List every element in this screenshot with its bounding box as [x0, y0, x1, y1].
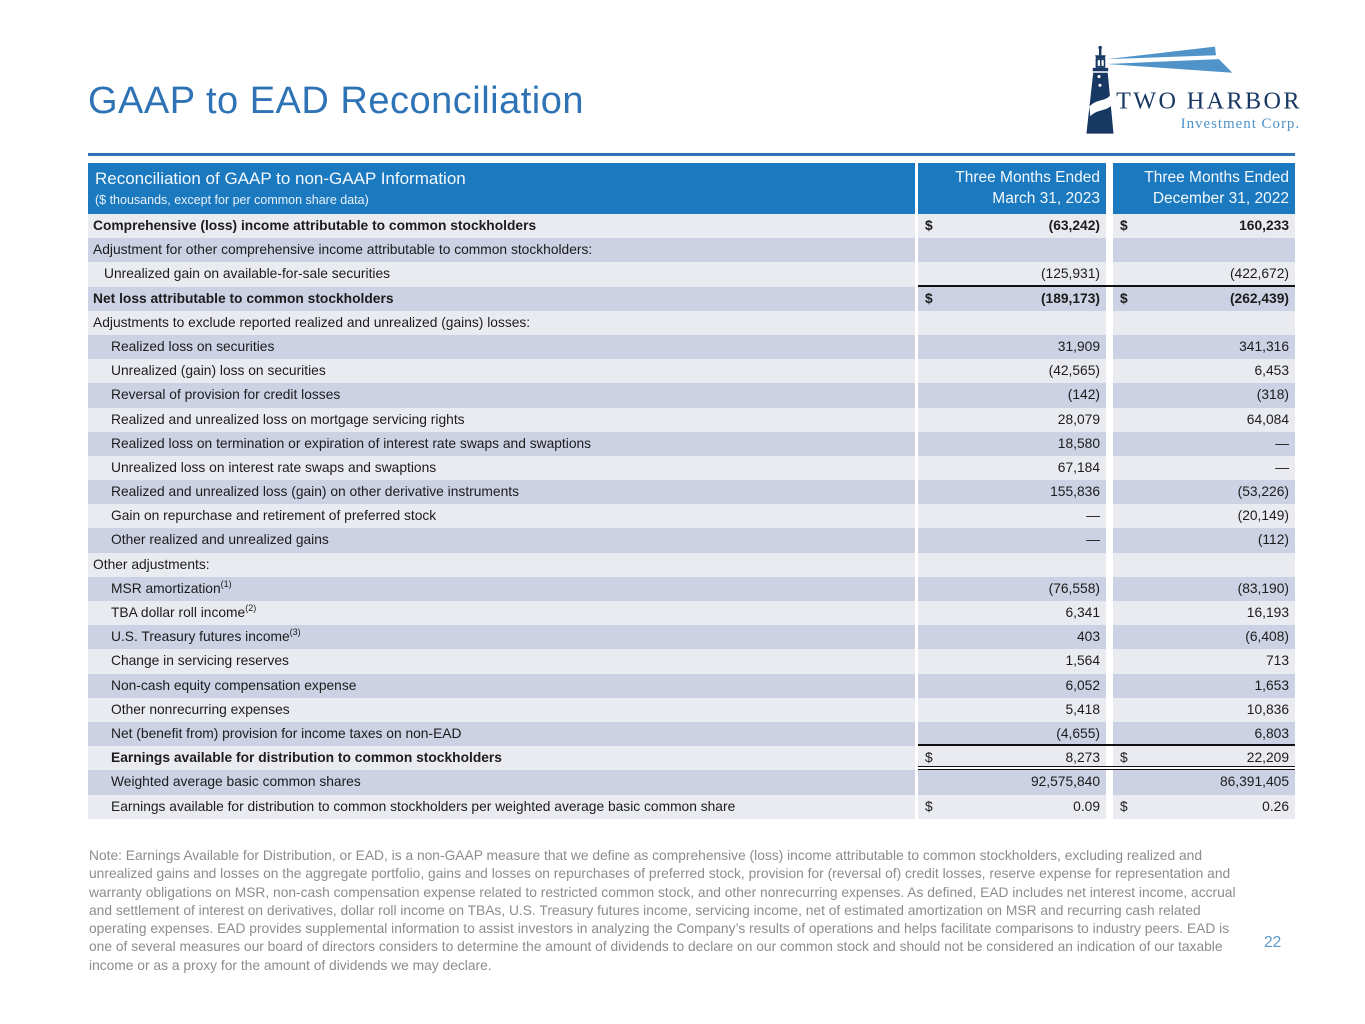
value-2-dollar: [1113, 674, 1120, 698]
column-gap: [1106, 770, 1113, 794]
value-1: (142): [1067, 387, 1100, 403]
value-2: (422,672): [1229, 266, 1289, 282]
value-2: 713: [1265, 653, 1289, 669]
row-values: [918, 287, 1295, 311]
table-row: [88, 601, 1295, 625]
value-cell-q4-2022: [1113, 238, 1295, 262]
value-1-dollar: [918, 504, 925, 528]
value-cell-q1-2023: [918, 287, 1106, 311]
value-cell-q1-2023: [918, 601, 1106, 625]
table-title: Reconciliation of GAAP to non-GAAP Information: [95, 169, 466, 188]
row-values: [918, 553, 1295, 577]
value-2: 86,391,405: [1219, 774, 1289, 790]
value-cell-q1-2023: [918, 528, 1106, 552]
value-cell-q4-2022: [1113, 770, 1295, 794]
value-1: (63,242): [1048, 218, 1100, 233]
column-gap: [1106, 383, 1113, 407]
value-2-dollar: $: [1120, 798, 1128, 814]
table-row: [88, 238, 1295, 262]
value-cell-q4-2022: [1113, 383, 1295, 407]
value-2-dollar: $: [1120, 218, 1128, 233]
row-label: Net loss attributable to common stockholders: [88, 287, 915, 311]
column-header-line: March 31, 2023: [992, 189, 1100, 207]
row-label: Comprehensive (loss) income attributable to common stockholders: [88, 214, 915, 238]
value-cell-q1-2023: [918, 746, 1106, 766]
value-cell-q1-2023: [918, 770, 1106, 794]
row-label: Earnings available for distribution to common stockholders: [88, 746, 915, 770]
row-values: [918, 383, 1295, 407]
light-beam-upper: [1107, 47, 1216, 60]
value-1: (189,173): [1040, 290, 1100, 306]
logo-wordmark: TWO HARBORS: [1116, 87, 1302, 115]
column-header-q4-2022: [1113, 163, 1295, 214]
value-1: 28,079: [1057, 411, 1100, 427]
row-label: Realized loss on securities: [88, 335, 915, 359]
lamp-window: [1098, 60, 1100, 66]
value-1: (4,655): [1056, 725, 1100, 741]
table-row: [88, 359, 1295, 383]
value-1-dollar: [918, 698, 925, 722]
value-cell-q4-2022: [1113, 504, 1295, 528]
value-1: —: [1086, 532, 1100, 548]
value-2: 22,209: [1246, 750, 1289, 766]
value-2-dollar: [1113, 262, 1120, 284]
row-values: [918, 795, 1295, 819]
column-header-line: Three Months Ended: [1144, 169, 1289, 186]
value-2-dollar: [1113, 408, 1120, 432]
light-beam-lower: [1107, 59, 1233, 73]
value-2: (6,408): [1245, 629, 1289, 645]
value-1-dollar: [918, 577, 925, 601]
value-cell-q1-2023: [918, 674, 1106, 698]
reconciliation-table: [88, 163, 1295, 819]
value-2: 6,453: [1254, 363, 1289, 379]
value-cell-q4-2022: [1113, 359, 1295, 383]
column-gap: [1106, 238, 1113, 262]
table-body: [88, 214, 1295, 819]
value-cell-q1-2023: [918, 311, 1106, 335]
value-1-dollar: [918, 383, 925, 407]
value-1-dollar: $: [925, 290, 933, 306]
value-cell-q1-2023: [918, 795, 1106, 819]
value-1: (42,565): [1048, 363, 1100, 379]
row-values: [918, 601, 1295, 625]
value-cell-q4-2022: [1113, 287, 1295, 311]
row-values: [918, 456, 1295, 480]
row-values: [918, 432, 1295, 456]
value-1-dollar: [918, 601, 925, 625]
value-1-dollar: [918, 674, 925, 698]
value-1: 67,184: [1057, 459, 1100, 475]
value-2: 16,193: [1246, 605, 1289, 620]
table-row: [88, 432, 1295, 456]
value-cell-q1-2023: [918, 553, 1106, 577]
value-cell-q1-2023: [918, 504, 1106, 528]
value-cell-q4-2022: [1113, 432, 1295, 456]
column-gap: [1106, 746, 1113, 766]
value-1-dollar: [918, 432, 925, 456]
table-row: [88, 577, 1295, 601]
column-gap: [1106, 528, 1113, 552]
logo-subtitle: Investment Corp.: [1180, 115, 1301, 132]
row-values: [918, 746, 1295, 770]
column-gap: [1106, 698, 1113, 722]
value-cell-q4-2022: [1113, 553, 1295, 577]
row-values: [918, 408, 1295, 432]
value-1: 8,273: [1065, 750, 1100, 766]
row-label: Non-cash equity compensation expense: [88, 674, 915, 698]
table-row: [88, 456, 1295, 480]
row-label: Other realized and unrealized gains: [88, 528, 915, 552]
value-2: (53,226): [1237, 484, 1289, 500]
value-2: 64,084: [1246, 411, 1289, 427]
row-label: Unrealized gain on available-for-sale securities: [88, 262, 915, 286]
value-1-dollar: [918, 335, 925, 359]
value-2-dollar: [1113, 770, 1120, 794]
value-cell-q1-2023: [918, 214, 1106, 238]
value-1-dollar: [918, 649, 925, 673]
row-values: [918, 698, 1295, 722]
column-gap: [1106, 577, 1113, 601]
value-1-dollar: [918, 238, 925, 262]
value-cell-q1-2023: [918, 359, 1106, 383]
table-row: [88, 480, 1295, 504]
value-1-dollar: [918, 625, 925, 649]
row-values: [918, 359, 1295, 383]
value-2: [1289, 311, 1295, 335]
value-cell-q4-2022: [1113, 408, 1295, 432]
value-1: 92,575,840: [1030, 774, 1100, 790]
value-2-dollar: [1113, 601, 1120, 625]
value-2: 160,233: [1239, 218, 1289, 233]
value-2: (318): [1256, 387, 1289, 403]
column-gap: [1106, 408, 1113, 432]
column-header-line: Three Months Ended: [955, 169, 1100, 186]
value-1: 1,564: [1065, 653, 1100, 669]
column-gap: [1106, 214, 1113, 238]
value-2-dollar: [1113, 432, 1120, 456]
row-values: [918, 262, 1295, 286]
value-1: 5,418: [1065, 701, 1100, 717]
table-row: [88, 698, 1295, 722]
value-cell-q4-2022: [1113, 480, 1295, 504]
column-gap: [1106, 674, 1113, 698]
row-values: [918, 238, 1295, 262]
value-1-dollar: $: [925, 750, 933, 766]
value-1: 6,341: [1065, 605, 1100, 620]
column-gap: [1106, 287, 1113, 311]
company-logo: [1070, 44, 1302, 142]
value-cell-q1-2023: [918, 383, 1106, 407]
value-2-dollar: [1113, 553, 1120, 577]
row-label: MSR amortization$^{(1)}$: [88, 577, 915, 601]
value-cell-q1-2023: [918, 408, 1106, 432]
value-cell-q4-2022: [1113, 456, 1295, 480]
value-2-dollar: [1113, 577, 1120, 601]
column-gap: [1106, 262, 1113, 284]
row-label: Earnings available for distribution to common stockholders per weighted average basic common share: [88, 795, 915, 819]
row-values: [918, 335, 1295, 359]
value-2-dollar: [1113, 649, 1120, 673]
value-1: (76,558): [1048, 580, 1100, 596]
column-gap: [1106, 601, 1113, 625]
table-row: [88, 770, 1295, 794]
value-2-dollar: [1113, 456, 1120, 480]
column-gap: [1106, 504, 1113, 528]
column-gap: [1106, 553, 1113, 577]
value-2-dollar: [1113, 311, 1120, 335]
column-gap: [1106, 722, 1113, 744]
row-label: Reversal of provision for credit losses: [88, 383, 915, 407]
row-label: Gain on repurchase and retirement of preferred stock: [88, 504, 915, 528]
row-values: [918, 214, 1295, 238]
value-2: (112): [1257, 532, 1289, 548]
value-2: [1289, 238, 1295, 262]
footnote-text: Note: Earnings Available for Distribution, or EAD, is a non-GAAP measure that we define as comprehensive (loss) income attributable to common stockholders, excluding realized and unrealized gains and losses on the aggregate portfolio, gains and losses on repurchases of preferred stock, provision for (reversal of) credit losses, reserve expense for representation and warranty obligations on MSR, non-cash compensation expense related to restricted common stock, and other nonrecurring expenses. As defined, EAD includes net interest income, accrual and settlement of interest on derivatives, dollar roll income on TBAs, U.S. Treasury futures income, servicing income, net of estimated amortization on MSR and recurring cash related operating expenses. EAD provides supplemental information to assist investors in analyzing the Company’s results of operations and helps facilitate comparisons to industry peers. EAD is one of several measures our board of directors considers to determine the amount of dividends to declare on our common stock and should not be considered an indication of our taxable income or as a proxy for the amount of dividends we may declare.: [89, 848, 1236, 973]
row-values: [918, 528, 1295, 552]
value-2: 6,803: [1254, 725, 1289, 741]
table-row: [88, 504, 1295, 528]
table-row: [88, 311, 1295, 335]
column-gap: [1106, 432, 1113, 456]
value-2: 1,653: [1254, 677, 1289, 693]
value-cell-q4-2022: [1113, 795, 1295, 819]
value-cell-q4-2022: [1113, 746, 1295, 766]
row-label: TBA dollar roll income$^{(2)}$: [88, 601, 915, 625]
table-row: [88, 553, 1295, 577]
row-label: Adjustment for other comprehensive income attributable to common stockholders:: [88, 238, 915, 262]
column-gap: [1106, 456, 1113, 480]
column-header-line: December 31, 2022: [1152, 189, 1289, 207]
value-2: 341,316: [1239, 338, 1289, 354]
value-2-dollar: [1113, 238, 1120, 262]
table-row: [88, 795, 1295, 819]
table-header: [88, 163, 1295, 214]
value-cell-q4-2022: [1113, 577, 1295, 601]
value-2-dollar: [1113, 528, 1120, 552]
value-cell-q1-2023: [918, 577, 1106, 601]
value-2-dollar: $: [1120, 290, 1128, 306]
value-2-dollar: [1113, 383, 1120, 407]
value-1-dollar: $: [925, 798, 933, 814]
value-2: [1289, 553, 1295, 577]
value-1-dollar: [918, 311, 925, 335]
row-label: Unrealized loss on interest rate swaps and swaptions: [88, 456, 915, 480]
table-row: [88, 746, 1295, 770]
row-values: [918, 480, 1295, 504]
value-1-dollar: [918, 262, 925, 284]
value-2: 10,836: [1246, 701, 1289, 717]
table-row: [88, 408, 1295, 432]
table-subtitle: ($ thousands, except for per common share data): [95, 193, 369, 207]
value-cell-q1-2023: [918, 262, 1106, 284]
table-row: [88, 674, 1295, 698]
value-1-dollar: $: [925, 218, 933, 233]
row-label: Net (benefit from) provision for income taxes on non-EAD: [88, 722, 915, 746]
value-2-dollar: [1113, 359, 1120, 383]
value-cell-q4-2022: [1113, 649, 1295, 673]
table-row: [88, 625, 1295, 649]
value-2-dollar: [1113, 504, 1120, 528]
value-2-dollar: [1113, 698, 1120, 722]
value-1: 403: [1076, 629, 1100, 645]
row-label: Realized loss on termination or expiration of interest rate swaps and swaptions: [88, 432, 915, 456]
row-values: [918, 311, 1295, 335]
row-label: Other nonrecurring expenses: [88, 698, 915, 722]
value-1: 31,909: [1057, 338, 1100, 354]
value-cell-q4-2022: [1113, 528, 1295, 552]
column-gap: [1106, 649, 1113, 673]
value-cell-q4-2022: [1113, 698, 1295, 722]
value-1-dollar: [918, 528, 925, 552]
row-label: Unrealized (gain) loss on securities: [88, 359, 915, 383]
value-1-dollar: [918, 456, 925, 480]
value-1: 6,052: [1065, 677, 1100, 693]
value-1-dollar: [918, 408, 925, 432]
column-gap: [1106, 311, 1113, 335]
value-2-dollar: [1113, 625, 1120, 649]
value-cell-q4-2022: [1113, 262, 1295, 284]
row-values: [918, 674, 1295, 698]
value-cell-q4-2022: [1113, 311, 1295, 335]
value-cell-q4-2022: [1113, 601, 1295, 625]
value-2: 0.26: [1262, 798, 1289, 814]
row-values: [918, 625, 1295, 649]
value-cell-q4-2022: [1113, 674, 1295, 698]
value-1-dollar: [918, 359, 925, 383]
table-row: [88, 528, 1295, 552]
value-1: 18,580: [1057, 435, 1100, 451]
value-cell-q4-2022: [1113, 335, 1295, 359]
value-cell-q4-2022: [1113, 214, 1295, 238]
value-1-dollar: [918, 722, 925, 744]
column-gap: [1106, 795, 1113, 819]
row-label: Weighted average basic common shares: [88, 770, 915, 794]
value-2: (20,149): [1237, 508, 1289, 524]
row-values: [918, 722, 1295, 746]
value-2: (83,190): [1237, 580, 1289, 596]
value-cell-q4-2022: [1113, 722, 1295, 744]
value-1: (125,931): [1040, 266, 1100, 282]
page-title: GAAP to EAD Reconciliation: [88, 80, 584, 122]
row-label: Realized and unrealized loss on mortgage servicing rights: [88, 408, 915, 432]
value-2: (262,439): [1229, 290, 1289, 306]
table-row: [88, 287, 1295, 311]
row-label: Adjustments to exclude reported realized and unrealized (gains) losses:: [88, 311, 915, 335]
column-gap: [1106, 359, 1113, 383]
value-2-dollar: $: [1120, 750, 1128, 766]
row-label: Other adjustments:: [88, 553, 915, 577]
value-1: 0.09: [1073, 798, 1100, 814]
value-cell-q1-2023: [918, 432, 1106, 456]
value-cell-q1-2023: [918, 625, 1106, 649]
value-1-dollar: [918, 480, 925, 504]
value-cell-q1-2023: [918, 649, 1106, 673]
value-cell-q1-2023: [918, 722, 1106, 744]
value-1-dollar: [918, 770, 925, 794]
table-row: [88, 214, 1295, 238]
value-2: —: [1275, 459, 1289, 475]
row-values: [918, 504, 1295, 528]
table-row: [88, 262, 1295, 286]
page-number: 22: [1264, 934, 1282, 951]
column-gap: [1106, 335, 1113, 359]
value-cell-q4-2022: [1113, 625, 1295, 649]
value-2-dollar: [1113, 722, 1120, 744]
column-gap: [1106, 480, 1113, 504]
row-label: Change in servicing reserves: [88, 649, 915, 673]
table-row: [88, 722, 1295, 746]
value-2-dollar: [1113, 335, 1120, 359]
value-1: 155,836: [1050, 484, 1100, 500]
row-label: Realized and unrealized loss (gain) on other derivative instruments: [88, 480, 915, 504]
divider-line: [88, 153, 1295, 156]
value-cell-q1-2023: [918, 238, 1106, 262]
value-cell-q1-2023: [918, 456, 1106, 480]
table-row: [88, 335, 1295, 359]
value-1-dollar: [918, 553, 925, 577]
value-cell-q1-2023: [918, 335, 1106, 359]
lighthouse-icon: [1070, 44, 1302, 142]
table-row: [88, 649, 1295, 673]
column-header-q1-2023: [918, 163, 1106, 214]
lamp-window: [1102, 60, 1104, 66]
row-values: [918, 577, 1295, 601]
table-row: [88, 383, 1295, 407]
value-cell-q1-2023: [918, 698, 1106, 722]
row-label: U.S. Treasury futures income$^{(3)}$: [88, 625, 915, 649]
value-cell-q1-2023: [918, 480, 1106, 504]
table-header-label: [88, 163, 915, 214]
row-values: [918, 649, 1295, 673]
value-1: —: [1086, 508, 1100, 524]
value-2: —: [1275, 435, 1289, 451]
row-values: [918, 770, 1295, 794]
column-gap: [1106, 625, 1113, 649]
value-2-dollar: [1113, 480, 1120, 504]
